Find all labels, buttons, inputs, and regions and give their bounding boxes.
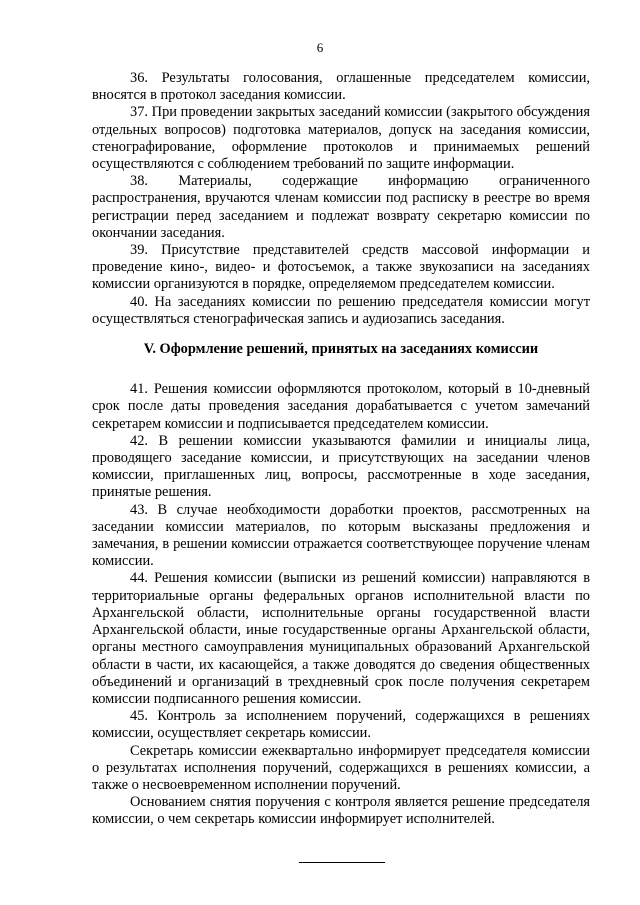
paragraph-42: 42. В решении комиссии указываются фамилии и инициалы лица, проводящего заседание комиссии, и присутствующих на заседании членов комиссии, приглашенных лиц, вопросы, рассмотренные в ходе заседания, принятые решения. — [92, 432, 590, 501]
paragraph-39: 39. Присутствие представителей средств массовой информации и проведение кино-, видео- и фотосъемок, а также звукозаписи на заседаниях комиссии организуются в порядке, определяемом председателем комиссии. — [92, 242, 590, 293]
paragraph-control-removal: Основанием снятия поручения с контроля является решение председателя комиссии, о чем секретарь комиссии информирует исполнителей. — [92, 794, 590, 828]
paragraph-40: 40. На заседаниях комиссии по решению председателя комиссии могут осуществляться стенографическая запись и аудиозапись заседания. — [92, 293, 590, 327]
paragraph-43: 43. В случае необходимости доработки проектов, рассмотренных на заседании комиссии материалов, по которым высказаны предложения и замечания, в решении комиссии отражается соответствующее поручение членам комиссии. — [92, 501, 590, 570]
paragraph-37: 37. При проведении закрытых заседаний комиссии (закрытого обсуждения отдельных вопросов) подготовка материалов, допуск на заседания комиссии, стенографирование, оформление протоколов и принимаемых решений осуществляются с соблюдением требований по защите информации. — [92, 104, 590, 173]
section-title: V. Оформление решений, принятых на заседаниях комиссии — [143, 341, 539, 358]
paragraph-41: 41. Решения комиссии оформляются протоколом, который в 10-дневный срок после даты проведения заседания дорабатывается с учетом замечаний секретарем комиссии и подписывается председателем комиссии. — [92, 381, 590, 432]
document-body — [92, 70, 590, 829]
paragraph-45: 45. Контроль за исполнением поручений, содержащихся в решениях комиссии, осуществляет секретарь комиссии. — [92, 708, 590, 742]
footer-divider — [299, 862, 385, 863]
page-number: 6 — [316, 40, 324, 55]
paragraph-36: 36. Результаты голосования, оглашенные председателем комиссии, вносятся в протокол заседания комиссии. — [92, 70, 590, 104]
paragraph-38: 38. Материалы, содержащие информацию ограниченного распространения, вручаются членам комиссии под расписку в реестре во время регистрации перед заседанием и подлежат возврату секретарю комиссии по окончании заседания. — [92, 173, 590, 241]
paragraph-44: 44. Решения комиссии (выписки из решений комиссии) направляются в территориальные органы федеральных органов исполнительной власти по Архангельской области, исполнительные органы государственной власти Архангельской области, иные государственные органы Архангельской области, органы местного самоуправления муниципальных образований Архангельской области в части, их касающейся, а также доводятся до сведения общественных объединений и организаций в трехдневный срок после получения секретарем комиссии подписанного решения комиссии. — [92, 570, 590, 707]
paragraph-secretary-reporting: Секретарь комиссии ежеквартально информирует председателя комиссии о результатах исполнения поручений, содержащихся в решениях комиссии, а также о несвоевременном исполнении поручений. — [92, 742, 590, 793]
